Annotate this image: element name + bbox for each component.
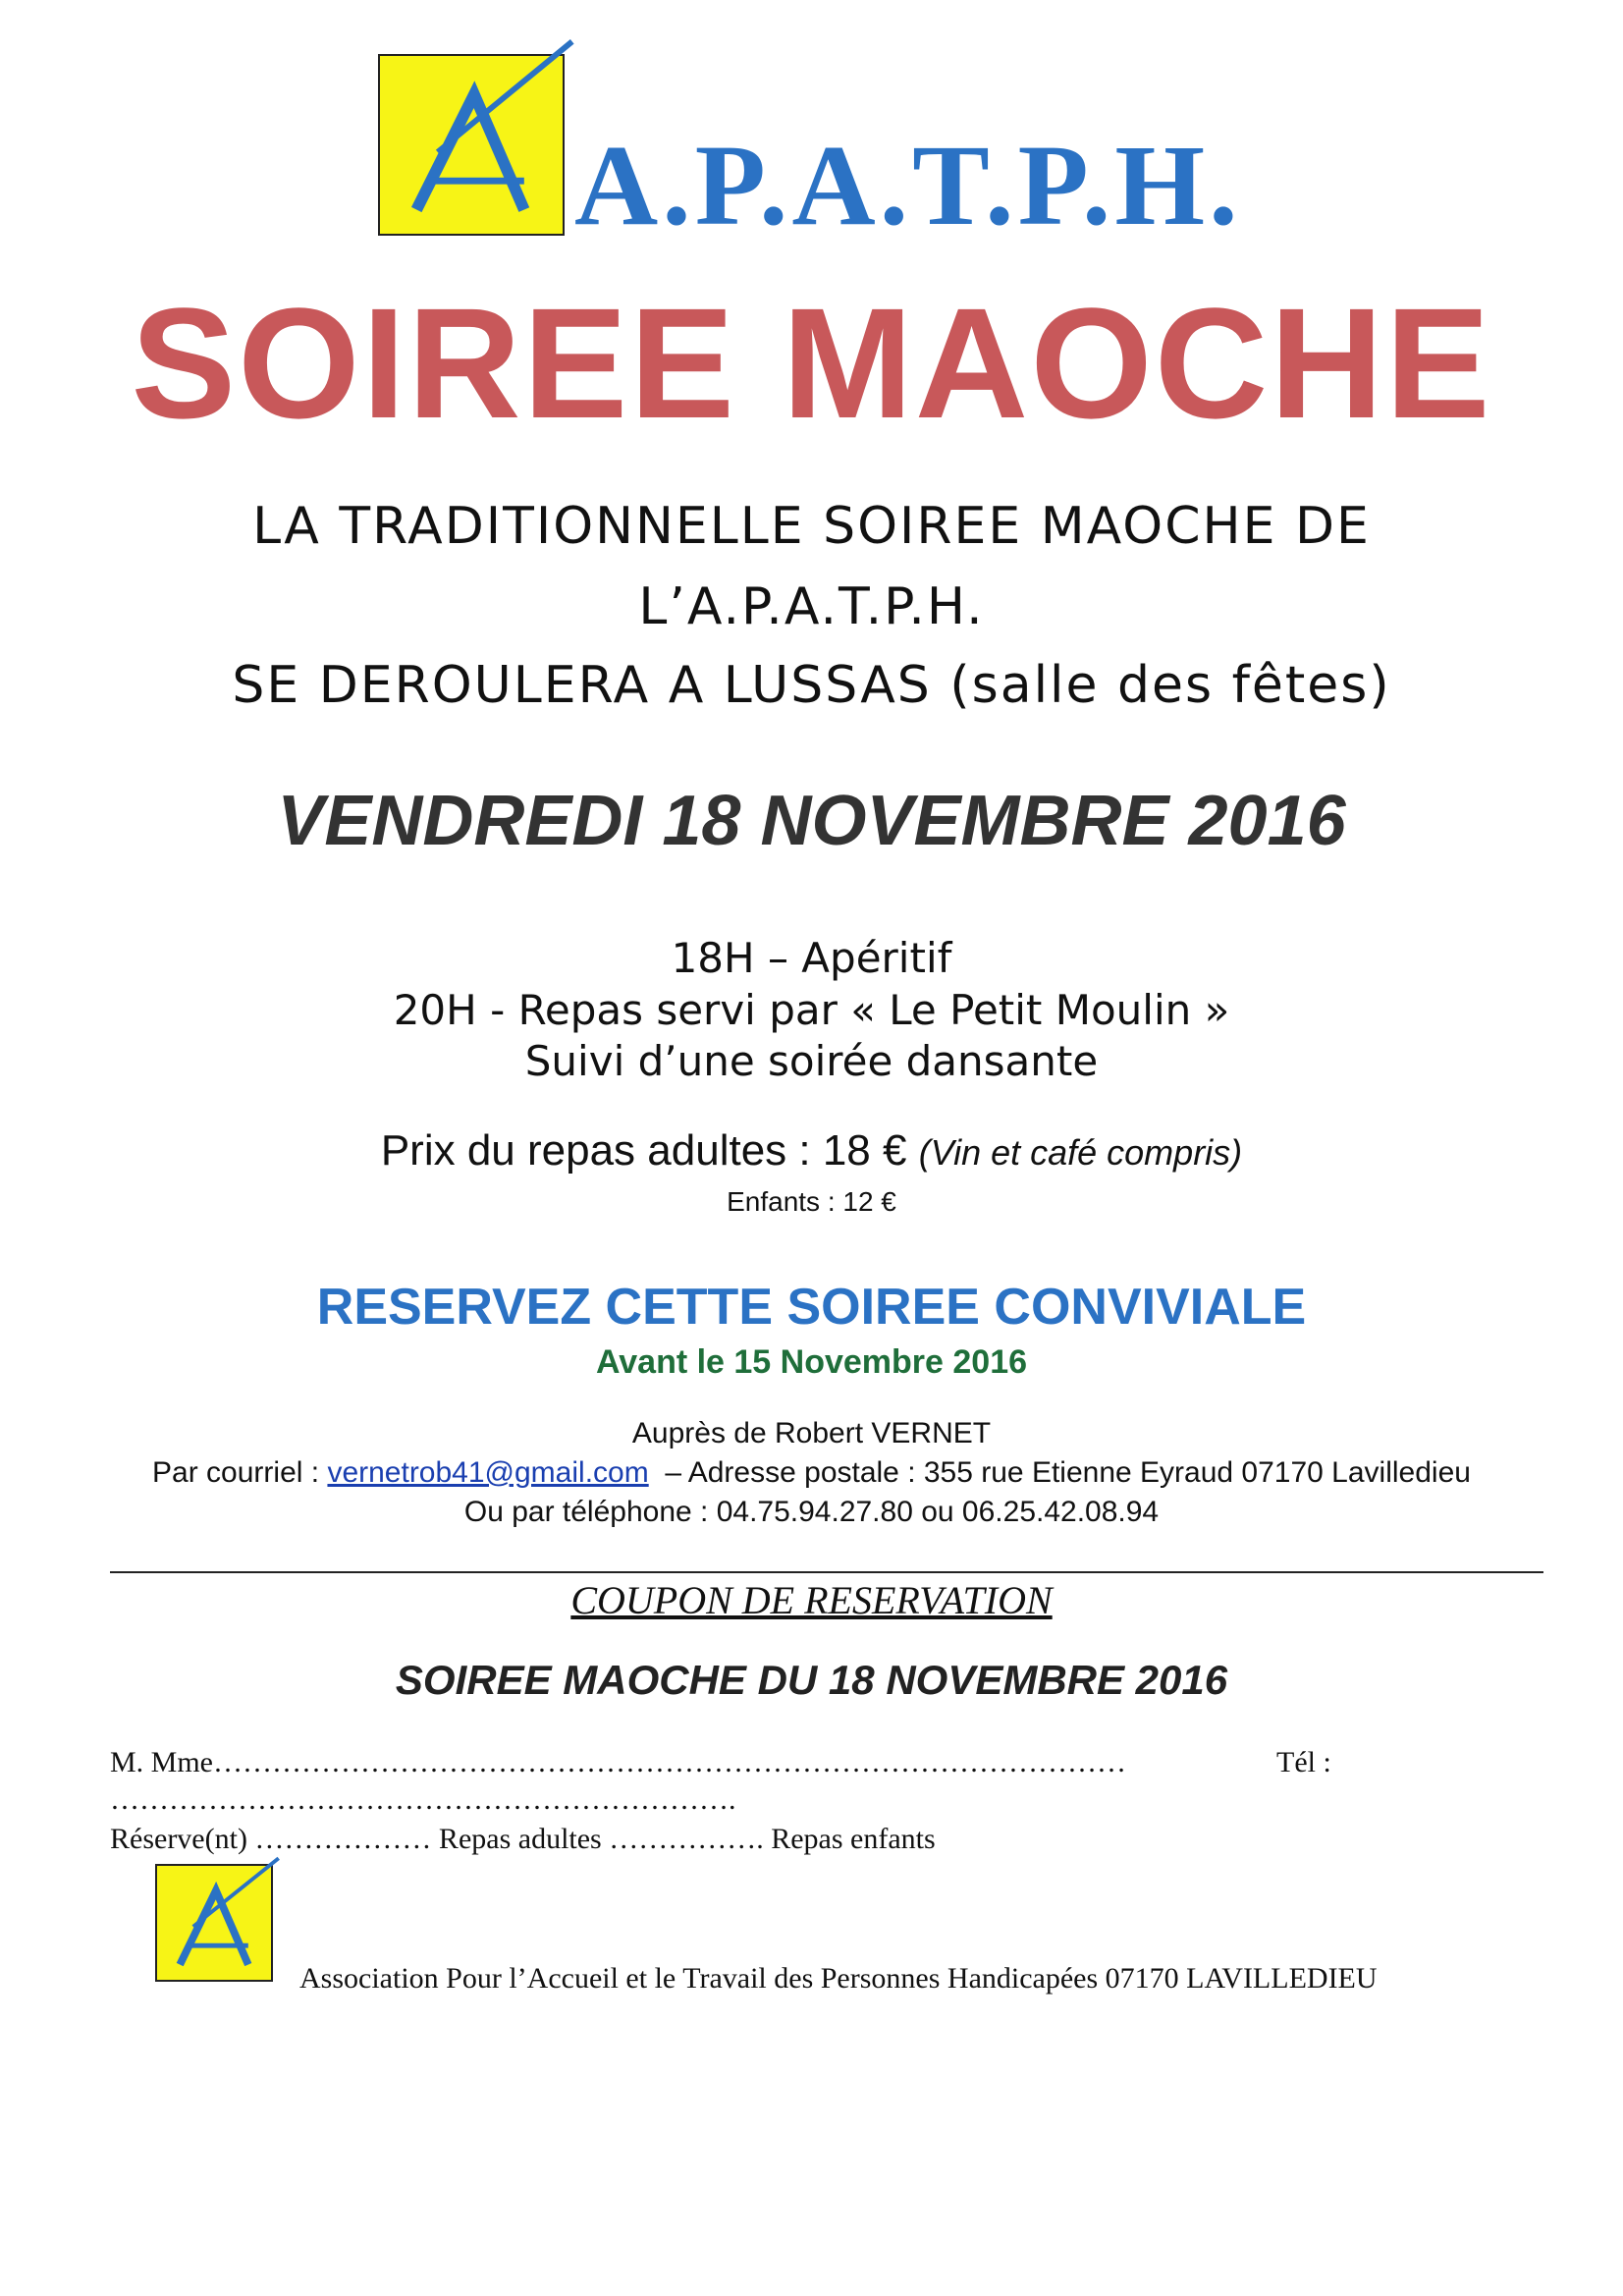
contact-email-line: [0, 1458, 1623, 1488]
logo-mark-icon: [380, 56, 563, 234]
intro-line-1: LA TRADITIONNELLE SOIREE MAOCHE DE: [252, 497, 1371, 556]
intro-line-3: SE DEROULERA A LUSSAS (salle des fêtes): [232, 656, 1391, 715]
price-adults-note: (Vin et café compris): [918, 1132, 1243, 1173]
event-date: VENDREDI 18 NOVEMBRE 2016: [277, 782, 1346, 860]
price-adults: [0, 1126, 1623, 1175]
price-children: Enfants : 12 €: [727, 1186, 896, 1217]
coupon-reserve-field[interactable]: Réserve(nt) ……………… Repas adultes ……………. Repas enfants: [110, 1823, 936, 1855]
coupon-name-field[interactable]: M. Mme…………………………………………………………………………………: [110, 1746, 1126, 1778]
coupon-event: SOIREE MAOCHE DU 18 NOVEMBRE 2016: [395, 1657, 1228, 1703]
contact-name: Auprès de Robert VERNET: [631, 1417, 992, 1449]
footer-logo-mark-icon: [157, 1866, 271, 1980]
footer-association: Association Pour l’Accueil et le Travail des Personnes Handicapées 07170 LAVILLEDIEU: [299, 1962, 1378, 1995]
coupon-continuation-field[interactable]: ……………………………………………………….: [110, 1783, 736, 1816]
email-link[interactable]: vernetrob41@gmail.com: [327, 1456, 649, 1489]
logo: [378, 54, 565, 236]
footer-logo: [155, 1864, 273, 1982]
program-dance: Suivi d’une soirée dansante: [524, 1037, 1099, 1085]
contact-phone: Ou par téléphone : 04.75.94.27.80 ou 06.25.42.08.94: [463, 1496, 1160, 1528]
organization-name: A.P.A.T.P.H.: [574, 121, 1242, 249]
intro-line-2: L’A.P.A.T.P.H.: [638, 577, 985, 636]
price-adults-text: Prix du repas adultes : 18 €: [380, 1126, 907, 1175]
reserve-headline: RESERVEZ CETTE SOIREE CONVIVIALE: [316, 1279, 1307, 1336]
email-label: Par courriel :: [152, 1456, 320, 1489]
coupon-title: COUPON DE RESERVATION: [570, 1578, 1053, 1622]
program-aperitif: 18H – Apéritif: [671, 934, 952, 982]
coupon-tel-label: Tél :: [1276, 1746, 1331, 1778]
reserve-deadline: Avant le 15 Novembre 2016: [595, 1343, 1028, 1381]
event-title: SOIREE MAOCHE: [131, 275, 1492, 451]
postal-address: – Adresse postale : 355 rue Etienne Eyraud 07170 Lavilledieu: [665, 1456, 1471, 1489]
program-dinner: 20H - Repas servi par « Le Petit Moulin »: [393, 986, 1230, 1034]
coupon-divider: [110, 1571, 1543, 1573]
